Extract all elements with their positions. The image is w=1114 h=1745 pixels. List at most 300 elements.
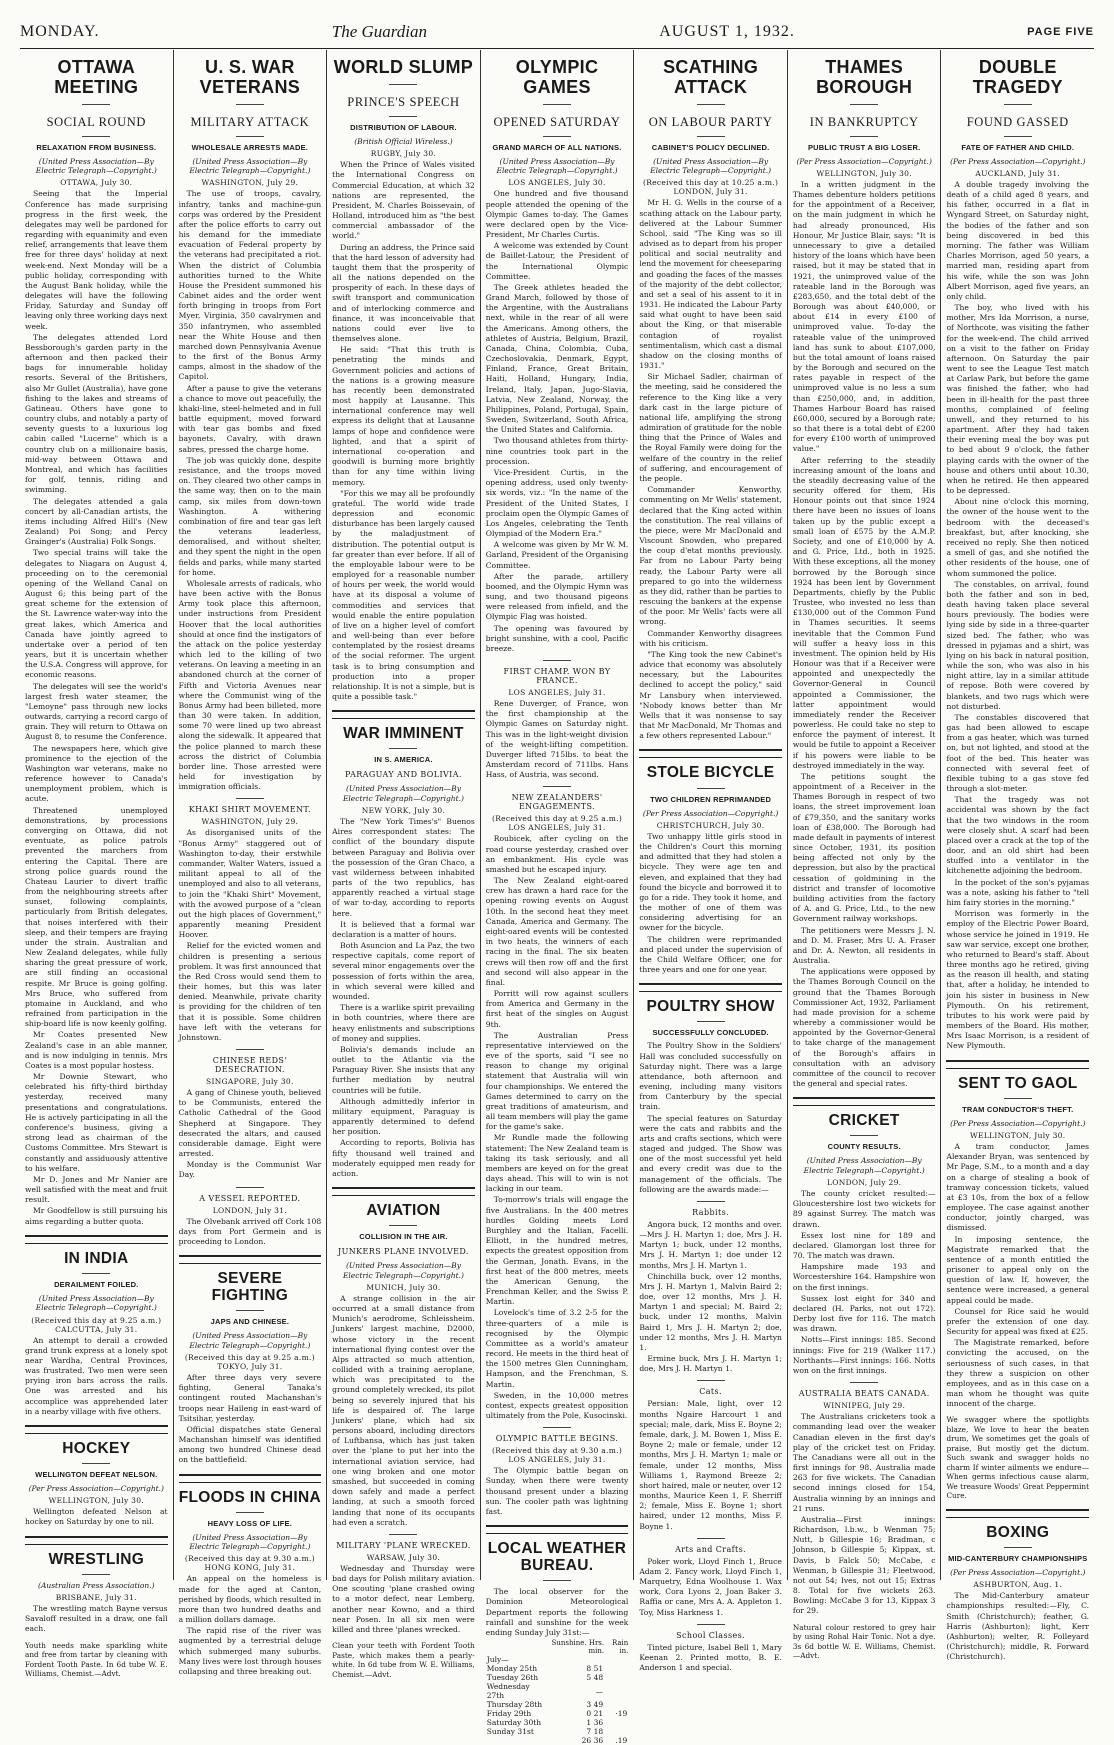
section-heading: FIRST CHAMP. WON BY FRANCE. — [503, 667, 611, 686]
divider — [543, 660, 571, 661]
article — [639, 749, 782, 975]
paragraph: About nine o'clock this morning, the owner of the house went to the bedroom with the deceased's breakfast, but, after knocking, she received no reply. She then noticed a smell of gas, and she notified the other residents of the house, one of whom summoned the police. — [946, 497, 1090, 578]
paragraph: Counsel for Rice said he would prefer the extension of one day. Security for appeal was fixed at £25. — [946, 1306, 1090, 1337]
paragraph: Commander Kenworthy, commenting on Mr Wells' statement, declared that the King acted within the constitution. The real villains of the piece, were Mr MacDonald and Viscount Snowden, who prepared the coup d'etat months previously. Far from no Labour Party being ready, the Labour Party were all prepared to go into the wilderness as they did, rather than be parties to rescuing the bankers at the expense of the poor. Mr Wells' facts were all wrong. — [639, 485, 782, 627]
deck-line: DERAILMENT FOILED. — [54, 1279, 139, 1289]
paragraph: An appeal on the homeless is made for the aged at Canton, perished by floods, which resulted in more than two hundred deaths and a million dollars damage. — [178, 1574, 322, 1625]
dateline: LOS ANGELES, July 31. — [508, 688, 606, 698]
column-1 — [20, 50, 174, 1679]
paragraph: The delegates will see the world's largest fresh water steamer, the "Lemoyne" pass through new locks outwards, carrying a record cargo of grain. They will return to Ottawa on August 8, to resume the Conference. — [25, 681, 168, 742]
headline-rule — [332, 710, 475, 719]
paragraph: The delegates attended a gala concert by all-Canadian artists, the items including Alfred Hill's (New Zealand) Poi Song; and Percy Grainger's (Australia) Folk Songs. — [25, 496, 168, 547]
article-body — [332, 817, 475, 1179]
section-heading: Rabbits. — [692, 1207, 730, 1217]
paragraph: Sweden, in the 10,000 metres contest, expects greatest opposition ultimately from the Pole, Kusocinski. — [485, 1390, 629, 1421]
headline-rule — [25, 1235, 168, 1244]
advertisement: Clean your teeth with Fordent Tooth Paste, which makes them a pearly-white. In 6d tube from W. E. Williams, Chemist.—Advt. — [332, 1641, 475, 1679]
headline: BOXING — [986, 1523, 1050, 1541]
divider — [389, 1534, 417, 1535]
paragraph: The applications were opposed by the Thames Borough Council on the ground that the Thames Borough Commissioner Act, 1932, Parliament had made provision for a scheme whereby a commissioner would be appointed by the Governor-General to take charge of the management of the Borough's affairs in consultation with an advisory committee of the council to recover the general and special rates. — [792, 967, 936, 1089]
dateline: CHRISTCHURCH, July 30. — [656, 820, 765, 830]
paragraph: Mr Coates presented New Zealand's case in an able manner, and is now indulging in tennis. Mrs Coates is a most popular hostess. — [25, 1030, 168, 1070]
headline-rule — [179, 1255, 322, 1264]
weather-cell: 26 36 — [581, 1736, 604, 1745]
paragraph: The Greek athletes headed the Grand March, followed by those of the Argentine, with the Australians next, while in the rear of all were the Americans. Among others, the athletes of Austria, Belgium, Brazil, Canada, China, Colombia, Cuba, Czechoslovakia, Denmark, Egypt, Finland, France, Great Britain, Haiti, Holland, Hungary, India, Ireland, Italy, Japan, Jugo-Slavia, Latvia, New Zealand, Norway, the Philippines, Poland, Portugal, Spain, Sweden, Switzerland, South Africa, the United States and California. — [485, 282, 629, 435]
paragraph: Mr Rundle made the following statement: The New Zealand team is taking its task seriously, and all members are keyed on for the great days ahead. This will to win is not lacking in our team. — [485, 1133, 629, 1194]
deck-line: CABINET'S POLICY DECLINED. — [651, 142, 770, 152]
divider — [543, 786, 571, 787]
deck-line: DISTRIBUTION OF LABOUR. — [350, 122, 457, 132]
dateline: BRISBANE, July 31. — [55, 1593, 137, 1603]
weather-cell: Saturday 30th — [486, 1718, 542, 1728]
weather-cell — [486, 1736, 545, 1745]
article — [332, 1187, 475, 1528]
subheadline: OPENED SATURDAY — [493, 114, 621, 129]
weather-cell: Sunday 31st — [486, 1727, 534, 1737]
dateline: (Received this day at 9.30 a.m.) HONG KONG, July 31. — [184, 1554, 315, 1573]
divider — [236, 104, 264, 105]
weather-col-header: Rain in. — [611, 1639, 629, 1656]
paragraph: The children were reprimanded and placed under the supervision of the Child Welfare Officer, one for three years and one for one year. — [639, 934, 782, 975]
article-body — [639, 1220, 782, 1375]
paragraph: Hampshire made 193 and Worcestershire 164. Hampshire won on the first innings. — [792, 1262, 936, 1292]
weather-cell: Wednesday 27th — [486, 1682, 530, 1701]
paragraph: One hundred and five thousand people attended the opening of the Olympic Games to-day. The Games were declared open by the Vice-President, Mr Charles Curtis. — [485, 189, 629, 240]
paragraph: The Olympic battle began on Sunday, when there were twenty thousand present under a blazing sun. The cooler path was lightning fast. — [485, 1466, 629, 1516]
headline: HOCKEY — [62, 1439, 131, 1457]
paragraph: Threatened unemployed demonstrations, by processions converging on Ottawa, did not eventuate, as police patrols prevented the marchers from entering the Capital. There are strong police guards round the Chateau Laurier to divert traffic from the neighbouring streets after sunset, following complaints, particularly from British delegates, that noises interfered with their sleep, and their tempers are fraying under the strain. Australian and New Zealand delegates, while fully sharing the great pressure of work, are still finding an occasional respite. Mr Bruce is going golfing. Mrs Bruce, who suffered from ptomaine in Auckland, and who refrained from participation in the ship-board life is now keenly golfing. — [25, 805, 168, 1029]
article — [946, 1509, 1089, 1663]
paragraph: "The King took the new Cabinet's advice that economy was absolutely necessary, but the Labourites declined to accept the policy," said Mr Lansbury when interviewed. "Nobody knows better than Mr Wells that it was nonsense to say that Mr MacDonald, Mr Thomas and a few others represented Labour." — [639, 649, 782, 741]
weather-cell: — — [595, 1686, 604, 1696]
article-body — [25, 1336, 168, 1417]
divider — [236, 798, 264, 799]
divider — [697, 104, 725, 105]
divider — [697, 1380, 725, 1381]
wire-credit: (United Press Association—By Electric Telegraph—Copyright.) — [189, 1331, 311, 1350]
divider — [543, 1580, 571, 1581]
paragraph: A welcome was extended by Count de Baillet-Latour, the President of the International Olympic Committee. — [485, 241, 629, 281]
deck-line: WELLINGTON DEFEAT NELSON. — [35, 1469, 158, 1479]
paragraph: Seeing that the Imperial Conference has made surprising progress in the first week, the delegates may well be pardoned for regarding with equanimity and even relief, arrangements that leave them free for three days' holiday at next week-end. Next Monday will be a public holiday, corresponding with the August Bank holiday, while the delegates will have the following Friday, Saturday and Sunday off leaving only three working days next week. — [25, 189, 168, 331]
article — [793, 1097, 936, 1376]
headline: AVIATION — [366, 1202, 441, 1220]
divider — [543, 136, 571, 137]
paragraph: Roubicek, after cycling on the road course yesterday, crashed over an embankment. His cycle was smashed but he escaped injury. — [485, 834, 629, 874]
article — [179, 58, 322, 792]
weather-cell: 7 18 — [586, 1727, 604, 1737]
paragraph: A tram conductor, James Alexander Bryan, was sentenced by Mr Page, S.M., to a month and a day on a charge of stealing a book of tramway concession tickets, valued at £3 10s, from the box of a fellow employee. The case against another conductor, jointly charged, was dismissed. — [946, 1142, 1090, 1233]
article — [639, 1201, 782, 1375]
section-heading: OLYMPIC BATTLE BEGINS. — [495, 1434, 619, 1444]
advertisement: Youth needs make sparkling white and free from tartar by cleaning with Fordent Tooth Paste. In 6d tube W. E. Williams, Chemist.—Advt. — [25, 1640, 168, 1679]
paragraph: It is believed that a formal war declaration is a matter of hours. — [332, 919, 475, 939]
paragraph: Although admittedly inferior in military equipment, Paraguay is apparently determined to defend her position. — [332, 1096, 475, 1137]
masthead-rule — [20, 48, 1094, 49]
dateline: LOS ANGELES, July 30. — [508, 178, 606, 188]
paragraph: Porritt will row against scullers from America and Germany in the first heat of the singles on August 9th. — [485, 989, 629, 1029]
weather-row — [486, 1664, 629, 1673]
divider — [389, 84, 417, 85]
paragraph: The "New York Times's" Buenos Aires correspondent states: The conflict of the boundary dispute between Paraguay and Bolivia over the possession of the Gran Chaco, a vast wilderness between inhabited parts of the two republics, has apparently reached a virtual stage of war to-day, according to reports here. — [332, 817, 475, 918]
paragraph: Two special trains will take the delegates to Niagara on August 4, proceeding on to the ceremonial opening of the Welland Canal on August 6; this being part of the great scheme for the extension of the St. Lawrence water-way into the great lakes, which America and Canada have jointly agreed to undertake over a period of ten years, but it is uncertain whether the U.S.A. Congress will approve, for economic reasons. — [25, 548, 168, 680]
column-4 — [481, 50, 635, 1745]
paragraph: That the tragedy was not accidental was shown by the fact that the two windows in the room were closely shut. A scarf had been placed over a crack at the top of the door, and an old shirt had been stuffed into a ventilator in the kitchenette adjoining the bedroom. — [946, 795, 1090, 876]
weather-row — [486, 1673, 629, 1682]
paragraph: The New Zealand eight-oared crew has drawn a hard race for the opening rowing events on August 10th. In the second heat they meet Canada, America and Germany. The eight-oared events will be contested in two heats, the winners of each racing in the final. The six beaten crews will then row off and the first and second will also appear in the final. — [485, 876, 629, 987]
weather-cell: 0 21 — [586, 1709, 604, 1719]
headline: U. S. WAR VETERANS — [199, 57, 301, 97]
weather-cell: 1 36 — [586, 1718, 604, 1728]
dateline: (Received this day at 9.25 a.m.) TOKYO, July 31. — [184, 1353, 315, 1371]
paragraph: The constables, on arrival, found both the father and son in bed, death having taken place several hours previously. The bodies were lying side by side in a three-quarter sized bed. The father, who was dressed in pyjamas and a shirt, was lying on his back in natural position, while the son, who was also in his night attire, lay in a similar attitude of repose. Both were covered by blankets, and two rugs which were not disturbed. — [946, 579, 1090, 711]
paragraph: After referring to the steadily increasing amount of the loans and the steadily decreasing value of the security offered for them, His Honour points out that since 1924 there have been no issues of loans taken up by the public except a small loan of £575 by the A.M.P. Society, and one of £10,000 by A. and G. Price, Ltd., both in 1925. With these exceptions, all the money borrowed by the Borough since 1924 has been lent by Government Departments, chiefly by the Public Trustee, who invested no less than £130,000 out of the Common Fund in Thames securities. It seems inevitable that the Common Fund will suffer a heavy loss in this investment. The opinion held by His Honour was that if a Receiver were appointed and unexpectedly the Governor-General in Council appointed a Commissioner, the latter appointment would immediately render the Receiver powerless. He could take no step to enforce the payment of interest. It would be futile to appoint a Receiver if his powers were liable to be destroyed immediately in the way. — [792, 455, 936, 770]
paragraph: The Australian Press representative interviewed on the eve of the sports, said "I see no reason to change my original statement that Australia will win four championships. We entered the Games determined to carry on the great traditions of amateurism, and all team members will play the game for the game's sake. — [485, 1030, 629, 1132]
paragraph: Sir Michael Sadler, chairman of the meeting, said he considered the reference to the King like a very dark cast in the large picture of national life, amplifying the strong admiration of gratitude for the noble thing that the Prince of Wales and the Royal Family were doing for the welfare of the country in the relief of suffering, and encouragement of the people. — [639, 372, 782, 483]
subheadline: IN BANKRUPTCY — [809, 114, 919, 129]
dateline: MUNICH, July 30. — [366, 1282, 441, 1292]
article — [179, 798, 322, 1043]
divider — [236, 136, 264, 137]
weather-cell: ·19 — [615, 1709, 628, 1719]
divider — [236, 1187, 264, 1188]
paragraph: The delegates attended Lord Bessborough's garden party in the afternoon and then packed their bags for innumerable holiday resorts. Several of the Britishers, also Mr Gullet (Australia), have gone fishing to the lakes and streams of Gatineau. Others have gone to country clubs, and notably a party of seventy guests to a luxurious log cabin called "Lucerne" which is a country club on a millionaire basis, mid-way between Ottawa and Montreal, and which has facilities for golf, tennis, riding and swimming. — [25, 332, 168, 495]
section-heading: AUSTRALIA BEATS CANADA. — [798, 1389, 930, 1399]
subheadline: MILITARY ATTACK — [190, 114, 310, 129]
section-heading: PARAGUAY AND BOLIVIA. — [345, 770, 462, 780]
article — [179, 1187, 322, 1248]
paragraph: In the pocket of the son's pyjamas was a note, asking his father to "tell him fairy stories in the morning." — [946, 877, 1090, 907]
paragraph: Two thousand athletes from thirty-nine countries took part in the procession. — [485, 436, 629, 466]
article-body — [793, 1412, 936, 1616]
headline-rule — [25, 1536, 168, 1545]
advertisement: Natural colour restored to grey hair by using Rohal Hair Tonic. Not a dye. 3s 6d bottle W. E. Williams, Chemist.—Advt. — [792, 1622, 936, 1661]
section-heading: NEW ZEALANDERS' ENGAGEMENTS. — [511, 793, 603, 812]
paragraph: The job was quickly done, despite resistance, and the troops moved on. They cleared two other camps in the same way, then on to the main camp, six miles from down-town Washington. A withering combination of fire and tear gas left the veterans leaderless, demoralised, and without shelter, and they spent the night in the open fields and parks, while many started for home. — [178, 455, 322, 577]
divider — [236, 1049, 264, 1050]
paragraph: Rene Duverger, of France, won the first championship at the Olympic Games on Saturday night. This was in the light-weight division of the weight-lifting competition. Duverger lifted 715lbs. to beat the Amsterdam record of 711lbs. Hans Hass, of Austria, was second. — [485, 699, 629, 780]
wire-credit: (United Press Association—By Electric Telegraph—Copyright.) — [35, 1293, 157, 1313]
paragraph: A strange collision in the air occurred at a small distance from Munich's aerodrome, Schleissheim. Junkers' largest machine, D2000, whose victory in the recent international flying contest over the Alps attracted so much attention, collided with a training aeroplane, which was precipitated to the ground completely wrecked, its pilot being so severely injured that his life is despaired of. The large Junkers' plane, which had six persons aboard, including directors of Luftbansa, which has just taken over the 'plane to put her into the international aviation service, had one wing broken and one motor smashed, but succeeded in coming down safely and made a perfect landing, at such a smooth forced landing that none of its occupants had even a scratch. — [332, 1293, 475, 1527]
deck-line: COUNTY RESULTS. — [827, 1142, 901, 1152]
deck-line: COLLISION IN THE AIR. — [359, 1232, 448, 1242]
weather-row — [486, 1709, 629, 1718]
paragraph: The newspapers here, which give prominence to the ejection of the Washington war veterans, make no reference however to Canada's unemployment problem, which is acute. — [25, 743, 168, 804]
article-body — [25, 189, 168, 1226]
paragraph: According to reports, Bolivia has fifty thousand well trained and moderately equipped men ready for action. — [332, 1138, 475, 1178]
section-heading: MILITARY 'PLANE WRECKED. — [336, 1540, 471, 1550]
dateline: WINNIPEG, July 29. — [823, 1401, 906, 1411]
deck-line: SUCCESSFULLY CONCLUDED. — [652, 1028, 769, 1038]
paragraph: In imposing sentence, the Magistrate remarked that the sentence of a month entitled the prisoner to appeal only on the question of law. If, however, the sentence were increased, a general appeal could be made. — [946, 1234, 1090, 1305]
weather-row — [486, 1718, 629, 1727]
article-body — [25, 1507, 168, 1527]
article-body — [639, 198, 782, 741]
deck-line: GRAND MARCH OF ALL NATIONS. — [492, 142, 622, 152]
article-body — [793, 180, 936, 1089]
column-5 — [634, 50, 788, 1673]
wire-credit: (Per Press Association—Copyright.) — [950, 156, 1086, 166]
divider — [697, 1624, 725, 1625]
weather-report — [486, 1525, 629, 1745]
deck-line: WHOLESALE ARRESTS MADE. — [191, 142, 309, 152]
section-heading: A VESSEL REPORTED. — [199, 1193, 301, 1203]
paragraph: Angora buck, 12 months and over.—Mrs J. H. Martyn 1; doe, Mrs J. H. Martyn 1; buck, under 12 months, Mrs J. H. Martyn 1; doe under 12 months, Mrs J. H. Martyn 1. — [639, 1219, 782, 1270]
article-body — [179, 1574, 322, 1677]
article-body — [639, 1041, 782, 1195]
divider — [389, 116, 417, 117]
paragraph: The Mid-Canterbury amateur championships resulted:—Fly, C. Smith (Christchurch); feather, G. Harris (Ashburton); light, Kerr (Ashburton); welter, R. Folleyard (Christchurch); middle, R. Forward (Christchurch). — [946, 1591, 1090, 1662]
deck-line: TRAM CONDUCTOR'S THEFT. — [962, 1104, 1074, 1114]
headline: SEVERE FIGHTING — [211, 1270, 289, 1305]
masthead-paper-title: The Guardian — [331, 22, 427, 41]
headline: OTTAWA MEETING — [54, 57, 139, 97]
weather-cell — [604, 1727, 628, 1736]
column-7 — [941, 50, 1094, 1662]
section-heading: Arts and Crafts. — [675, 1544, 747, 1554]
deck-line: PUBLIC TRUST A BIG LOSER. — [807, 142, 921, 152]
paragraph: When the Prince of Wales visited the International Congress on Commercial Education, at which 32 nations are represented, the President, M. Charles Boissevain, of Holland, introduced him as "the best commercial ambassador of the world." — [332, 160, 475, 241]
subheadline: SOCIAL ROUND — [46, 114, 147, 129]
article — [25, 1425, 168, 1528]
paragraph: Bolivia's demands include an outlet to the Atlantic via the Paraguay River. She insists that any further mediation by neutral countries will be futile. — [332, 1044, 475, 1095]
article — [486, 786, 629, 1421]
paragraph: The county cricket resulted:—Gloucestershire lost two wickets for 89 against Surrey. The match was drawn. — [792, 1189, 936, 1229]
divider — [697, 1538, 725, 1539]
divider — [1004, 1547, 1032, 1548]
dateline: (Received this day at 10.25 a.m.) LONDON, July 31. — [643, 178, 779, 197]
article-body — [639, 1643, 782, 1674]
headline: SENT TO GAOL — [957, 1074, 1078, 1092]
divider — [236, 1512, 264, 1513]
masthead-page-number: PAGE FIVE — [1027, 26, 1094, 38]
article — [486, 1427, 629, 1517]
divider — [850, 104, 878, 105]
divider — [389, 748, 417, 749]
paragraph: Wellington defeated Nelson at hockey on Saturday by one to nil. — [25, 1507, 168, 1527]
headline-rule — [332, 1187, 475, 1196]
paragraph: The Olvebank arrived off Cork 108 days from Port Germein and is proceeding to London. — [178, 1216, 322, 1246]
dateline: LONDON, July 31. — [212, 1205, 288, 1215]
dateline: WELLINGTON, July 30. — [48, 1496, 145, 1506]
subheadline: PRINCE'S SPEECH — [347, 94, 460, 109]
dateline: OTTAWA, July 30. — [60, 178, 133, 188]
paragraph: After a pause to give the veterans a chance to move out peacefully, the khaki-line, steel-helmeted and in full battle equipment, moved forward with tear gas bombs and fixed bayonets. Cavalry, with drawn sabres, pressed the charge home. — [178, 383, 322, 454]
paragraph: The special features on Saturday were the cats and rabbits and the arts and crafts sections, which were staged and judged. The Show was one of the most successful yet held and every credit was due to the management of the officials. The following are the awards made:— — [639, 1113, 782, 1194]
deck-line: JAPS AND CHINESE. — [210, 1317, 290, 1327]
paragraph: The Magistrate remarked, before convicting the accused, on the seriousness of such cases, in that they threw a suspicion on other employees, and as in this case on a man whom he thought was quite innocent of the charge. — [946, 1338, 1090, 1409]
weather-table — [486, 1639, 629, 1745]
column-6 — [788, 50, 942, 1661]
paragraph: Monday is the Communist War Day. — [178, 1160, 322, 1180]
paragraph: An attempt to derail a crowded grand trunk express at a lonely spot near Wardha, Central Provinces, was frustrated. Two men were seen prying iron bars across the rails. One was arrested and his accomplice was apprehended later in a nearby village with five others. — [25, 1335, 168, 1416]
weather-cell: .19 — [615, 1736, 628, 1745]
paragraph: The Poultry Show in the Soldiers' Hall was concluded successfully on Saturday night. There was a large attendance, both afternoon and evening, including many visitors from Canterbury by the special train. — [639, 1041, 782, 1112]
article — [332, 710, 475, 1179]
article-body — [179, 189, 322, 792]
divider — [82, 1463, 110, 1464]
divider — [82, 136, 110, 137]
wire-credit: (Per Press Association—Copyright.) — [950, 1567, 1086, 1577]
dateline: (Received this day at 9.30 a.m.) LOS ANGELES, July 31. — [491, 1446, 623, 1465]
paragraph: Morrison was formerly in the employ of the Electric Power Board, whose service he joined in 1919. He saw war service, except one brother, who returned to Beard's staff. About three months ago he retired, giving as the reason ill health, and stating that, after a holiday, he intended to join his sister in business in New Plymouth. On his retirement, tributes to his work were paid by members of the Board. His mother, Mrs Isaac Morrison, is a resident of New Plymouth. — [946, 909, 1090, 1051]
headline-rule — [793, 1097, 936, 1106]
headline-rule — [946, 1509, 1089, 1518]
paragraph: Poker work, Lloyd Finch 1, Bruce Adam 2. Fancy work, Lloyd Finch 1, Marquetry, Edna Woolhouse 1. Wax work, Cora Lyons 2, Joan Baker 3. Raffia or cane, Mrs A. A. Appleton 1. Toy, Miss Harkness 1. — [639, 1556, 782, 1617]
article-body — [946, 1142, 1089, 1409]
paragraph: A gang of Chinese youth, believed to be Communists, entered the Catholic Cathedral of the Good Shepherd at Singapore. They desecrated the altars, and caused considerable damage. Eight were arrested. — [178, 1088, 322, 1159]
section-heading: Cats. — [699, 1387, 722, 1397]
masthead-day: MONDAY. — [20, 23, 100, 40]
deck-line: MID-CANTERBURY CHAMPIONSHIPS — [948, 1553, 1088, 1563]
divider — [697, 1021, 725, 1022]
divider — [82, 1273, 110, 1274]
article-body — [793, 1189, 936, 1376]
article-body — [179, 1217, 322, 1248]
article — [639, 1538, 782, 1618]
paragraph: Commander Kenworthy disagrees with his criticism. — [639, 628, 782, 648]
paragraph: As disorganised units of the "Bonus Army" staggered out of Washington to-day, their erstwhile commander, Walter Waters, issued a militant appeal to all of the unemployed and also to all veterans, to join the "Khaki Shirt" Movement, with the avowed purpose of a "clean out the high places of Government," apparently meaning President Hoover. — [178, 828, 322, 940]
paragraph: The local observer for the Dominion Meteorological Department reports the following rainfall and sunshine for the week ending Sunday July 31st:— — [485, 1587, 629, 1637]
weather-cell: July— — [486, 1655, 509, 1665]
deck-line: IN S. AMERICA. — [374, 755, 433, 765]
wire-credit: (Per Press Association—Copyright.) — [642, 808, 779, 818]
subheadline: ON LABOUR PARTY — [648, 114, 773, 129]
article-body — [332, 1294, 475, 1528]
divider — [850, 1135, 878, 1136]
section-heading: KHAKI SHIRT MOVEMENT. — [188, 805, 311, 815]
paragraph: A double tragedy involving the death of a child aged 8 years, and his father, occurred in a flat in Wyngard Street, on Saturday night, the bodies of the father and son being discovered in bed this morning. The father was William Charles Morrison, aged 50 years, a married man, residing apart from his wife, while the son was John Albert Morrison, aged five years, an only child. — [946, 179, 1090, 301]
divider — [697, 1201, 725, 1202]
wire-credit: (Per Press Association—Copyright.) — [796, 156, 932, 166]
section-heading: CHINESE REDS' DESECRATION. — [212, 1056, 287, 1075]
weather-cell: Friday 29th — [486, 1709, 532, 1719]
article — [793, 58, 936, 1089]
article — [486, 660, 629, 780]
paragraph: The use of troops, cavalry, infantry, tanks and machine-gun corps was ordered by the President after the police efforts to carry out his demand for the immediate evacuation of Federal property by the veterans had precipitated a riot. When the district of Columbia authorities turned to the White House the President summoned his Cabinet aides and the order went forth bringing in troops from Fort Myer, Virginia, 350 cavalrymen and 350 infantrymen, who assembled near the White House and then marched down Pennsylvania Avenue to the first of the Bonus Army camps, almost in the shadow of the Capitol. — [178, 189, 322, 382]
paragraph: The constables discovered that gas had been allowed to escape from a gas heater, which was turned on, but not lighted, and stood at the foot of the bed. This heater was connected with several feet of flexible tubing to a gas stove fed through a slot-meter. — [946, 712, 1090, 794]
weather-header-row — [486, 1639, 629, 1655]
paragraph: Ermine buck, Mrs J. H. Martyn 1; doe, Mrs J. H. Martyn 1. — [639, 1354, 782, 1374]
section-heading: JUNKERS PLANE INVOLVED. — [338, 1247, 469, 1257]
divider — [82, 104, 110, 105]
article — [25, 1235, 168, 1417]
article — [639, 1380, 782, 1531]
weather-row — [486, 1682, 629, 1700]
headline: WORLD SLUMP — [333, 57, 474, 77]
weather-cell — [604, 1700, 628, 1709]
weather-cell: 8 51 — [586, 1664, 604, 1674]
paragraph: A welcome was given by Mr W. M. Garland, President of the Organising Committee. — [485, 540, 629, 570]
weather-cell — [604, 1655, 628, 1664]
article-body — [486, 834, 629, 1421]
paragraph: To-morrow's trials will engage the five Australians. In the 400 metres hurdles Golding meets Lord Burghley and the Italian, Facelli. Elliott, in the hundred metres, expects the greatest opposition from the German, Jonath. Evans, in the first heat of the 800 metres, meets the American Genung, the Frenchman Keller, and the Swiss P. Martin. — [485, 1195, 629, 1307]
wire-credit: (United Press Association—By Electric Telegraph—Copyright.) — [803, 1156, 925, 1175]
headline-rule — [25, 1425, 168, 1434]
paragraph: Wednesday and Thursday were bad days for Polish military aviation. One scouting 'plane crashed owing to a motor defect, near Lemberg, another near Kowno, and a third near Posen. In all six men were killed and three 'planes wrecked. — [332, 1563, 475, 1634]
deck-line: RELAXATION FROM BUSINESS. — [36, 142, 157, 152]
article — [486, 58, 629, 654]
paragraph: Mr D. Jones and Mr Nanier are well satisfied with the meat and fruit result. — [25, 1174, 168, 1205]
paragraph: Chinchilla buck, over 12 months, Mrs J. H. Martyn 1, Malvin Baird 2; doe, over 12 months, Mrs J. H. Martyn 1 and special; M. Baird 2; buck, under 12 months, Malvin Baird 1, Mrs J. H. Martyn 2; doe, under 12 months, Mrs J. H. Martyn 1. — [639, 1271, 782, 1352]
paragraph: Both Asuncion and La Paz, the two respective capitals, come report of several minor engagements over the possession of forts within the area, in which several were killed and wounded. — [332, 941, 475, 1001]
wire-credit: (United Press Association—By Electric Telegraph—Copyright.) — [496, 156, 618, 175]
wire-credit: (United Press Association—By Electric Telegraph—Copyright.) — [342, 784, 464, 803]
article-body — [179, 828, 322, 1043]
headline: FLOODS IN CHINA — [178, 1488, 321, 1506]
dateline: AUCKLAND, July 31. — [975, 168, 1061, 178]
paragraph: The opening was favoured by bright sunshine, with a cool, Pacific breeze. — [485, 623, 629, 653]
headline: SCATHING ATTACK — [663, 57, 759, 97]
divider — [1004, 136, 1032, 137]
paragraph: "For this we may all be profoundly grateful. The world wide trade depression and economic disturbance has been largely caused by the maladjustment of distribution. The potential output is far greater than ever before. If all of the employable labour were to be employed for a reasonable number of hours per week, the world would have at its disposal a volume of commodities and services that would enable the entire population of live on a higher level of comfort and well-being than ever before contemplated by the rosiest dreams of the social reformer. The urgent task is to bring consumption and production into a proper relationship. It is not a simple, but is quite a possible task." — [332, 488, 475, 702]
wire-credit: (Australian Press Association.) — [38, 1580, 155, 1590]
deck-line: HEAVY LOSS OF LIFE. — [207, 1518, 293, 1528]
divider — [697, 136, 725, 137]
article-body — [486, 699, 629, 780]
paragraph: Vice-President Curtis, in the opening address, used only twenty-six words, viz.: "In the name of the President of the United States, I proclaim open the Olympic Games of Los Angeles, celebrating the Tenth Olympiad of the Modern Era." — [485, 467, 629, 539]
paragraph: Essex lost nine for 189 and declared. Glamorgan lost three for 70. The match was drawn. — [792, 1230, 936, 1261]
paragraph: Persian: Male, light, over 12 months Ngaire Harcourt 1 and special; male, dark, Miss E. Boyne 2; female, dark, J. M. Bowen 1, Miss E. Boyne 2; male or female, under 12 months, Mrs J. H. Martyn 1; male or female, under 12 months, Miss Williams 1, Raymond Breeze 2; short haired, male or neuter, over 12 months, Maurice Keen 1, F. Sherriff 2; female, Miss E. Boyne 1; short haired, under 12 months, Miss F. Boyne 1. — [639, 1399, 782, 1531]
deck-line: FATE OF FATHER AND CHILD. — [961, 142, 1075, 152]
wire-credit: (United Press Association—By Electric Telegraph—Copyright.) — [189, 1532, 311, 1551]
article — [179, 1474, 322, 1678]
weather-cell — [544, 1655, 604, 1664]
paragraph: In a written judgment in the Thames debenture holders petitions for the appointment of a Receiver, on the main judgment in which he had already pronounced, His Honour, Mr Justice Blair, says: "It is unnecessary to give a detailed history of the loans which have been raised, but it may be stated that in 1921, the unimproved value of the rateable land in the Borough was £283,650, and the total debt of the Borough was about £40,000, or about £14 in every £100 of unimproved value. To-day the rateable value of the unimproved land has sunk to about £107,000, but the total amount of loans raised by the Borough and secured on the rates payable in respect of the unimproved value is no less a sum than £250,000, and, in addition, Thames Harbour Board has raised £60,000, secured by a Borough rate; so that there is a total debt of £200 for every £100 worth of unimproved value." — [792, 179, 936, 454]
wire-credit: (British Official Wireless.) — [354, 136, 453, 146]
weather-cell: 3 49 — [586, 1700, 604, 1710]
divider — [850, 136, 878, 137]
column-2 — [174, 50, 328, 1676]
masthead — [20, 18, 1094, 46]
weather-col-header — [486, 1639, 545, 1655]
divider — [1004, 1098, 1032, 1099]
weather-row — [486, 1655, 629, 1664]
newspaper-columns — [20, 50, 1094, 1745]
paragraph: He said: "That this truth is penetrating the minds and Government policies and actions of the nations is a growing measure has recently been demonstrated most happily at Lausanne. This international conference may well express its delight that at Lausanne lamps of hope and confidence were lighted, and that a spirit of international co-operation and goodwill is burning more brightly than for any time within living memory. — [332, 345, 475, 487]
dateline: SINGAPORE, July 30. — [206, 1077, 294, 1087]
dateline: WASHINGTON, July 29. — [201, 817, 299, 827]
article-body — [486, 189, 629, 654]
weather-col-header: Sunshine. Hrs. min. — [551, 1639, 605, 1656]
weather-cell: Tuesday 26th — [486, 1673, 539, 1683]
paragraph: Two unhappy little girls stood in the Children's Court this morning and admitted that they had stolen a bicycle. They were age ten and eleven, and explained that they had found the bicycle and borrowed it to go for a ride. They took it home, and the mother of one of them was considering advertising for an owner for the bicycle. — [639, 831, 782, 933]
wire-credit: (United Press Association—By Electric Telegraph—Copyright.) — [650, 156, 772, 175]
weather-cell — [604, 1673, 628, 1682]
paragraph: Relief for the evicted women and children is presenting a serious problem. It was first announced that the Red Cross would send them to their homes, but this was later denied. Meanwhile, private charity is providing for the children of ten that it is possible. Some children have left with the veterans for Johnstown. — [178, 941, 322, 1042]
headline: THAMES BOROUGH — [816, 57, 913, 97]
dateline: NEW YORK, July 30. — [361, 806, 446, 816]
article-body — [946, 1591, 1089, 1662]
paragraph: After the parade, artillery boomed, and the Olympic Hymn was sung, and two thousand pigeons were released from infield, and the Olympic Flag was hoisted. — [485, 571, 629, 622]
paragraph: Tinted picture, Isabel Bell 1, Mary Keenan 2. Printed motto, B. E. Anderson 1 and special. — [639, 1642, 782, 1673]
article-body — [639, 832, 782, 975]
article-body — [179, 1088, 322, 1181]
article-body — [25, 1604, 168, 1635]
dateline: (Received this day at 9.25 a.m.) LOS ANGELES, July 31. — [491, 814, 623, 833]
headline-rule — [486, 1525, 629, 1534]
column-3 — [327, 50, 481, 1679]
paragraph: The rapid rise of the river was augmented by a terrestrial deluge which submerged many suburbs. Many lives were lost through houses collapsing and three breaking out. — [178, 1626, 322, 1676]
article — [639, 58, 782, 741]
divider — [697, 788, 725, 789]
weather-cell: Thursday 28th — [486, 1700, 543, 1710]
paragraph: Mr Goodfellow is still pursuing his aims regarding a butter quota. — [25, 1206, 168, 1226]
article-body — [639, 1399, 782, 1531]
article-body — [946, 180, 1089, 1052]
weather-row — [486, 1700, 629, 1709]
headline: OLYMPIC GAMES — [515, 57, 599, 97]
